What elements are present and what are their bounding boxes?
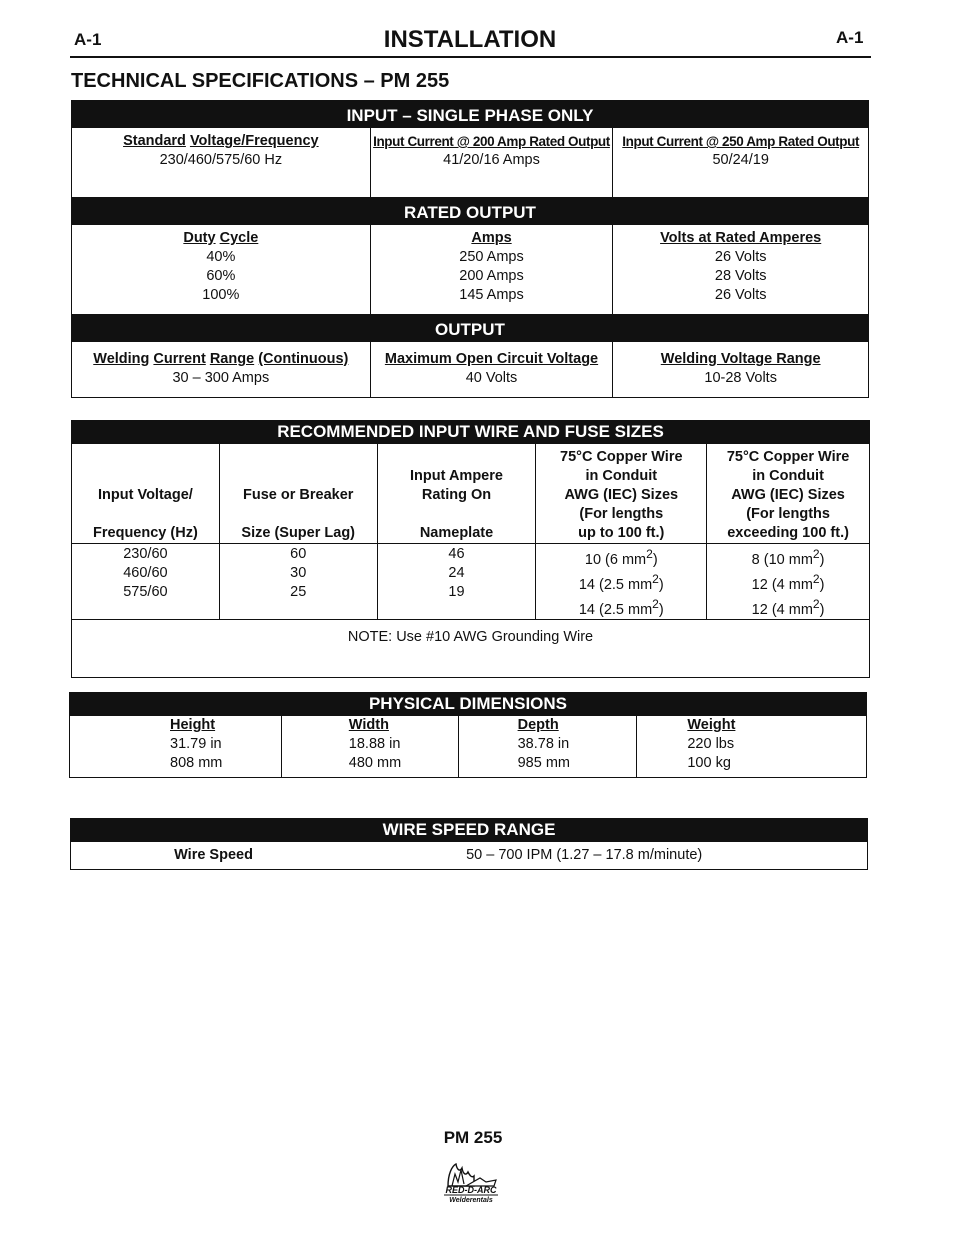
head-text: (For lengths	[579, 506, 664, 522]
head-text: Frequency (Hz)	[93, 525, 198, 541]
wire-fuse-data-row	[72, 544, 870, 620]
col-fuse-breaker	[219, 544, 377, 620]
rated-output-row	[72, 225, 869, 315]
col-input-voltage	[72, 544, 220, 620]
head-text: Input Ampere	[410, 468, 503, 484]
volts-value: 26 Volts	[714, 287, 767, 303]
cell-value: 30	[290, 565, 307, 581]
input-row	[72, 128, 869, 198]
dim-head: Width	[348, 717, 389, 733]
amps-value: 250 Amps	[459, 249, 524, 265]
head-input-ampere	[377, 444, 536, 544]
input-head-voltage-frequency: Voltage/Frequency	[189, 133, 319, 149]
page-title: INSTALLATION	[383, 26, 557, 53]
cell-value: 8 (10 $mm^2$)	[751, 547, 825, 568]
output-current-range-value: 30 – 300 Amps	[172, 370, 270, 386]
rated-head-cycle: Cycle	[219, 230, 259, 246]
col-wire-up-to-100	[536, 544, 707, 620]
dim-value: 480 mm	[348, 755, 402, 771]
dim-width	[281, 716, 458, 778]
duty-value: 60%	[206, 268, 236, 284]
output-row	[72, 342, 869, 398]
output-voltage-range-value: 10-28 Volts	[704, 370, 777, 386]
head-text: in Conduit	[752, 468, 824, 484]
dim-height	[70, 716, 282, 778]
head-text: Fuse or Breaker	[243, 487, 354, 503]
head-text: Size (Super Lag)	[241, 525, 356, 541]
output-bar: OUTPUT	[72, 315, 869, 342]
cell-value: 12 (4 $mm^2$)	[751, 596, 825, 618]
dim-value: 220 lbs	[687, 736, 735, 752]
wire-speed-bar: WIRE SPEED RANGE	[71, 819, 868, 842]
input-bar: INPUT – SINGLE PHASE ONLY	[72, 101, 869, 128]
input-head-current-250: Input Current @ 250 Amp Rated Output	[622, 134, 860, 149]
dim-weight	[637, 716, 867, 778]
input-head-current-200: Input Current @ 200 Amp Rated Output	[373, 134, 610, 149]
dim-value: 18.88 in	[348, 736, 401, 752]
input-voltage-value: 230/460/575/60 Hz	[159, 152, 283, 168]
input-col-current-250	[613, 128, 869, 198]
head-wire-up-to-100	[536, 444, 707, 544]
head-text: up to 100 ft.)	[578, 525, 665, 541]
dim-value: 100 kg	[687, 755, 731, 771]
head-text: AWG (IEC) Sizes	[564, 487, 679, 503]
specifications-table	[71, 100, 869, 398]
head-text: in Conduit	[585, 468, 658, 484]
dim-head: Height	[170, 717, 216, 733]
cell-value: 10 (6 $mm^2$)	[584, 547, 658, 568]
cell-value: 24	[448, 565, 465, 581]
wire-fuse-table	[71, 420, 870, 678]
input-current-250-value: 50/24/19	[712, 152, 769, 168]
volts-value: 26 Volts	[714, 249, 767, 265]
wire-fuse-note-row	[72, 620, 870, 678]
dim-value: 808 mm	[170, 755, 223, 771]
cell-value: 14 (2.5 $mm^2$)	[578, 571, 664, 593]
physical-dimensions-row	[70, 716, 867, 778]
head-input-voltage	[72, 444, 220, 544]
output-head-continuous: (Continuous)	[258, 351, 349, 367]
wire-speed-label: Wire Speed	[71, 842, 357, 870]
input-col-current-200	[370, 128, 613, 198]
grounding-note: NOTE: Use #10 AWG Grounding Wire	[72, 620, 870, 678]
head-text: 75°C Copper Wire	[560, 449, 683, 465]
col-wire-exceeding-100	[707, 544, 870, 620]
volts-value: 28 Volts	[714, 268, 767, 284]
dim-depth	[458, 716, 637, 778]
page-number-left: A-1	[74, 30, 102, 49]
head-wire-exceeding-100	[707, 444, 870, 544]
head-text: Input Voltage/	[98, 487, 193, 503]
input-col-voltage	[72, 128, 371, 198]
cell-value: 460/60	[123, 565, 168, 581]
duty-value: 100%	[202, 287, 240, 303]
output-col-ocv	[370, 342, 613, 398]
output-col-voltage-range	[613, 342, 869, 398]
output-head-current: Current	[153, 351, 206, 367]
cell-value: 230/60	[123, 546, 168, 562]
cell-value: 14 (2.5 $mm^2$)	[578, 596, 664, 618]
input-current-200-value: 41/20/16 Amps	[443, 152, 540, 168]
input-head-standard: Standard	[123, 133, 186, 149]
header-rule	[70, 56, 871, 58]
col-input-ampere	[377, 544, 536, 620]
wire-speed-table	[70, 818, 868, 870]
dim-value: 31.79 in	[170, 736, 222, 752]
head-text: Rating On	[421, 487, 492, 503]
cell-value: 60	[290, 546, 307, 562]
cell-value: 19	[448, 584, 465, 600]
physical-dimensions-bar: PHYSICAL DIMENSIONS	[70, 693, 867, 716]
physical-dimensions-table	[69, 692, 867, 778]
output-ocv-value: 40 Volts	[465, 370, 518, 386]
output-head-welding: Welding	[93, 351, 150, 367]
dim-head: Depth	[517, 717, 559, 733]
dim-value: 38.78 in	[517, 736, 570, 752]
footer-model: PM 255	[443, 1128, 503, 1147]
rated-head-amps: Amps	[471, 230, 512, 246]
head-text: 75°C Copper Wire	[726, 449, 850, 465]
head-fuse-breaker	[219, 444, 377, 544]
amps-value: 145 Amps	[459, 287, 524, 303]
duty-value: 40%	[206, 249, 236, 265]
wire-fuse-bar: RECOMMENDED INPUT WIRE AND FUSE SIZES	[72, 421, 870, 444]
rated-output-bar: RATED OUTPUT	[72, 198, 869, 225]
amps-value: 200 Amps	[459, 268, 524, 284]
cell-value: 575/60	[123, 584, 168, 600]
output-col-current-range	[72, 342, 371, 398]
rated-head-volts: Volts at Rated Amperes	[660, 230, 822, 246]
output-head-range: Range	[209, 351, 255, 367]
red-d-arc-logo	[440, 1160, 502, 1206]
wire-speed-row	[71, 842, 868, 870]
cell-value: 25	[290, 584, 307, 600]
output-head-ocv: Maximum Open Circuit Voltage	[384, 351, 599, 367]
dim-value: 985 mm	[517, 755, 570, 771]
rated-head-duty: Duty	[183, 230, 216, 246]
cell-value: 46	[448, 546, 465, 562]
head-text: exceeding 100 ft.)	[727, 525, 849, 541]
rated-col-duty	[72, 225, 371, 315]
output-head-voltage-range: Welding Voltage Range	[660, 351, 821, 367]
logo-text-sub: Welderentals	[449, 1197, 493, 1204]
wire-speed-value: 50 – 700 IPM (1.27 – 17.8 m/minute)	[356, 842, 867, 870]
logo-text-brand: RED-D-ARC	[445, 1185, 497, 1195]
wire-fuse-header-row	[72, 444, 870, 544]
section-subtitle: TECHNICAL SPECIFICATIONS – PM 255	[71, 70, 450, 92]
dim-head: Weight	[687, 717, 736, 733]
head-text: (For lengths	[746, 506, 830, 522]
rated-col-volts	[613, 225, 869, 315]
rated-col-amps	[370, 225, 613, 315]
head-text: Nameplate	[419, 525, 494, 541]
page-number-right: A-1	[836, 28, 864, 47]
cell-value: 12 (4 $mm^2$)	[751, 571, 825, 593]
head-text: AWG (IEC) Sizes	[731, 487, 845, 503]
